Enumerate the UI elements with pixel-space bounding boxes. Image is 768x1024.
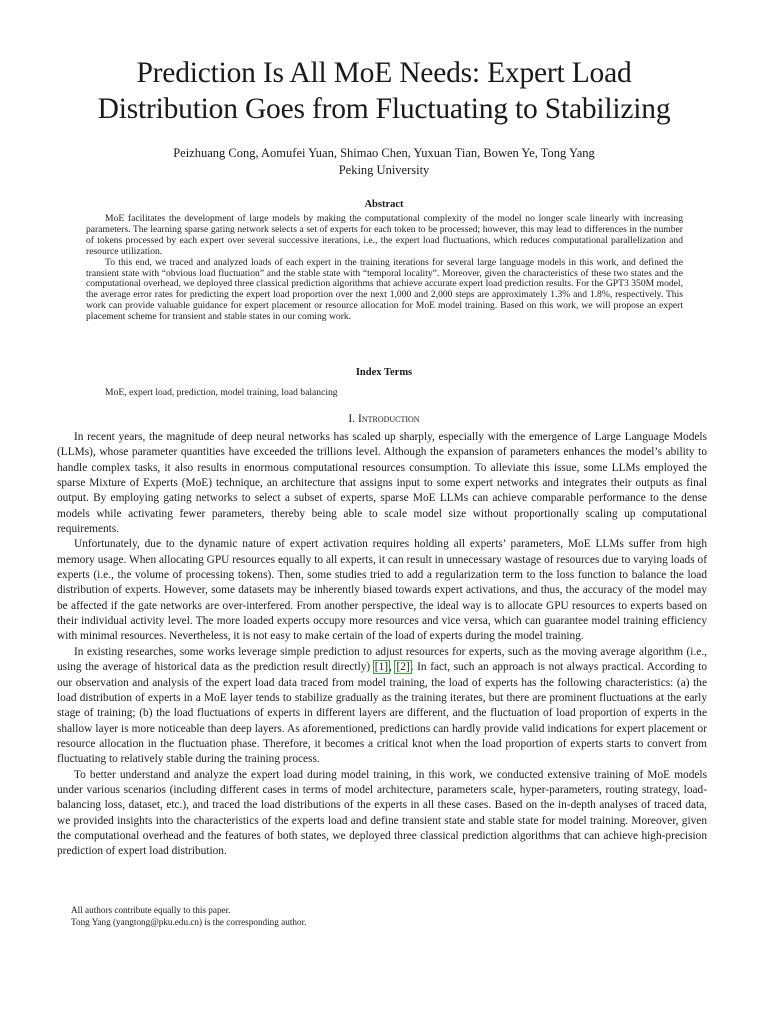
author-list: Peizhuang Cong, Aomufei Yuan, Shimao Chen, Yuxuan Tian, Bowen Ye, Tong Yang — [173, 146, 595, 160]
introduction-body — [57, 430, 707, 860]
index-terms-heading: Index Terms — [355, 367, 413, 378]
intro-paragraph-2: Unfortunately, due to the dynamic nature of expert activation requires holding all experts’ parameters, MoE LLMs suffer from high memory usage. When allocating GPU resources equally to all experts, it can result in unnecessary wastage of resources due to varying loads of experts (i.e., the volume of processing tokens). Then, some studies tried to add a regularization term to the loss function to balance the load distribution of experts. However, some datasets may be inherently biased towards expert activations, and thus, the accuracy of the model may be affected if the gate networks are over-interfered. From another perspective, the ideal way is to allocate GPU resources to experts based on their individual activity level. The more loaded experts occupy more resources and vice versa, which can guarantee model training efficiency with minimal resources. Nevertheless, it is not easy to make certain of the load of experts during the model training. — [57, 538, 707, 643]
intro-paragraph-4: To better understand and analyze the expert load during model training, in this work, we conducted extensive training of MoE models under various scenarios (including different cases in terms of model architecture, parameters scale, hyper-parameters, routing strategy, load-balancing loss, dataset, etc.), and traced the load distributions of the experts in all these cases. Based on the in-depth analyses of traced data, we provided insights into the characteristics of the experts load and define transient state and stable state for model training. Moreover, given the computational overhead and the features of both states, we deployed three classical prediction algorithms that can achieve high-precision prediction of expert load distribution. — [57, 768, 707, 858]
affiliation: Peking University — [338, 163, 430, 177]
abstract-paragraph-2: To this end, we traced and analyzed loads of each expert in the training iterations for several large language models in this work, and defined the transient state with “obvious load fluctuation” and the stable state with “temporal locality”. Moreover, given the characteristics of these two states and the computational overhead, we deployed three classical prediction algorithms that achieve accurate expert load prediction results. For the GPT3 350M model, the average error rates for predicting the expert load proportion over the next 1,000 and 2,000 steps are approximately 1.3% and 1.8%, respectively. This work can provide valuable guidance for expert placement or resource allocation for MoE model training. Based on this work, we will propose an expert placement scheme for transient and stable states in our coming work. — [86, 256, 683, 323]
intro-p3-before: In existing researches, some works leverage simple prediction to adjust resources for experts, such as the moving average algorithm (i.e., using the average of historical data as the prediction result directly) — [57, 645, 707, 674]
introduction-heading — [40, 412, 728, 426]
abstract-paragraph-1: MoE facilitates the development of large models by making the computational complexity of the model no longer scale linearly with increasing parameters. The learning sparse gating network selects a set of experts for each token to be processed; however, this may lead to differences in the number of tokens processed by each expert over several successive iterations, i.e., the expert load fluctuations, which reduces computational parallelization and resource utilization. — [86, 213, 683, 257]
section-number: I. — [348, 413, 358, 425]
footnote-equal-contribution: All authors contribute equally to this paper. — [71, 905, 231, 915]
section-title: Introduction — [357, 413, 420, 425]
abstract-heading: Abstract — [364, 199, 404, 210]
citation-link-2[interactable]: [2] — [396, 661, 410, 674]
author-block — [40, 145, 728, 179]
abstract-body — [86, 214, 683, 323]
paper-title — [40, 55, 728, 127]
footnotes — [57, 905, 707, 928]
citation-link-1[interactable]: [1] — [374, 661, 389, 674]
intro-paragraph-1: In recent years, the magnitude of deep neural networks has scaled up sharply, especially with the emergence of Large Language Models (LLMs), whose parameter quantities have exceeded the trillions level. Although the expansion of parameters enhances the model’s ability to handle complex tasks, it also results in enormous computational resources consumption. To alleviate this issue, some LLMs employed the sparse Mixture of Experts (MoE) technique, an architecture that assigns input to some expert networks and integrates their outputs as final output. By employing gating networks to select a subset of experts, sparse MoE LLMs can achieve comparable performance to the dense models while activating fewer parameters, thereby being able to scale model size without proportionally scaling up computational requirements. — [57, 431, 707, 536]
intro-p3-after: . In fact, such an approach is not always practical. According to our observation and analysis of the expert load data traced from model training, the load of experts has the following characteristics: (a) the load distribution of experts in a MoE layer tends to stabilize gradually as the training iterates, but there are prominent fluctuations at the early stage of training; (b) the load fluctuations of experts in different layers are different, and the fluctuation of load proportion of experts in the shallow layer is more noticeable than deep layers. As aforementioned, predictions can hardly provide valid indications for expert placement or resource allocation in the fluctuation phase. Therefore, it becomes a critical knot when the load proportion of experts starts to convert from fluctuating to relatively stable during the training process. — [57, 661, 708, 766]
citation-separator: , — [389, 661, 396, 674]
title-line-1: Prediction Is All MoE Needs: Expert Load — [136, 57, 632, 89]
intro-paragraph-3 — [57, 645, 707, 768]
footnote-corresponding-author: Tong Yang (yangtong@pku.edu.cn) is the corresponding author. — [71, 916, 307, 927]
index-terms-text: MoE, expert load, prediction, model training, load balancing — [105, 387, 338, 398]
title-line-2: Distribution Goes from Fluctuating to Stabilizing — [97, 93, 671, 125]
